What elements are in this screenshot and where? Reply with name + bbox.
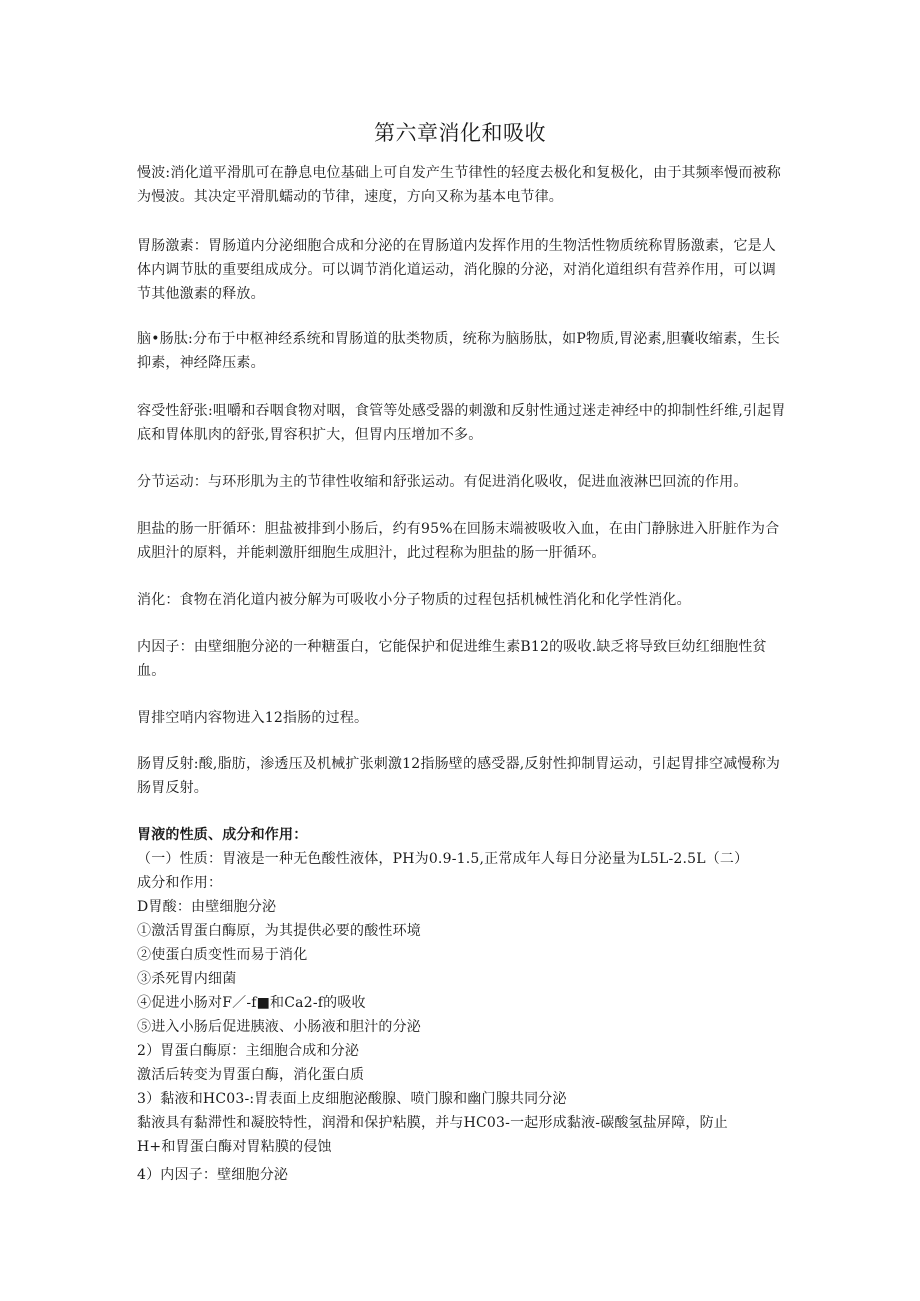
section-line: 激活后转变为胃蛋白酶，消化蛋白质 <box>137 1067 365 1083</box>
section-line: H+和胃蛋白酶对胃粘膜的侵蚀 <box>137 1139 332 1155</box>
paragraph-slow-wave: 慢波:消化道平滑肌可在静息电位基础上可自发产生节律性的轻度去极化和复极化，由于其频率慢而被称为慢波。其决定平滑肌蠕动的节律，速度，方向又称为基本电节律。 <box>137 165 781 205</box>
section-line: ①激活胃蛋白酶原，为其提供必要的酸性环境 <box>137 923 421 939</box>
paragraph-intrinsic-factor: 内因子：由壁细胞分泌的一种糖蛋白，它能保护和促进维生素B12的吸收.缺乏将导致巨幼红细胞性贫血。 <box>137 639 767 679</box>
paragraph-bile-salt-cycle: 胆盐的肠一肝循环：胆盐被排到小肠后，约有95%在回肠末端被吸收入血，在由门静脉进入肝脏作为合成胆汁的原料，并能刺激肝细胞生成胆汁，此过程称为胆盐的肠一肝循环。 <box>137 521 780 561</box>
section-heading: 胃液的性质、成分和作用： <box>137 827 308 843</box>
paragraph-segmentation: 分节运动：与环形肌为主的节律性收缩和舒张运动。有促进消化吸收，促进血液淋巴回流的作用。 <box>137 474 748 490</box>
paragraph-receptive-relaxation: 容受性舒张:咀嚼和吞咽食物对咽，食管等处感受器的刺激和反射性通过迷走神经中的抑制性纤维,引起胃底和胃体肌肉的舒张,胃容积扩大，但胃内压增加不多。 <box>137 403 786 443</box>
section-line: 黏液具有黏滞性和凝胶特性，润滑和保护粘膜，并与HC03-一起形成黏液-碳酸氢盐屏障，防止 <box>137 1115 728 1131</box>
paragraph-enterogastric-reflex: 肠胃反射:酸,脂肪，渗透压及机械扩张刺激12指肠壁的感受器,反射性抑制胃运动，引起胃排空减慢称为肠胃反射。 <box>137 756 781 796</box>
paragraph-gi-hormones: 胃肠激素：胃肠道内分泌细胞合成和分泌的在胃肠道内发挥作用的生物活性物质统称胃肠激素，它是人体内调节肽的重要组成成分。可以调节消化道运动，消化腺的分泌，对消化道组织有营养作用，可以调节其他激素的释放。 <box>137 238 776 302</box>
paragraph-brain-gut-peptide: 脑•肠肽:分布于中枢神经系统和胃肠道的肽类物质，统称为脑肠肽，如P物质,胃泌素,胆囊收缩素，生长抑素，神经降压素。 <box>137 331 780 371</box>
paragraph-digestion: 消化：食物在消化道内被分解为可吸收小分子物质的过程包括机械性消化和化学性消化。 <box>137 592 691 608</box>
section-line: 3）黏液和HC03-:胃表面上皮细胞泌酸腺、喷门腺和幽门腺共同分泌 <box>137 1091 567 1107</box>
paragraph-gastric-emptying: 胃排空哨内容物进入12指肠的过程。 <box>137 710 369 726</box>
section-line: ②使蛋白质变性而易于消化 <box>137 947 308 963</box>
section-line: 成分和作用： <box>137 875 223 891</box>
section-line: D胃酸：由壁细胞分泌 <box>137 899 277 915</box>
chapter-title: 第六章消化和吸收 <box>374 121 546 145</box>
section-line: 2）胃蛋白酶原：主细胞合成和分泌 <box>137 1043 360 1059</box>
section-line: （一）性质：胃液是一种无色酸性液体，PH为0.9-1.5,正常成年人每日分泌量为L5L-2.5L（二） <box>137 851 749 867</box>
section-line: ③杀死胃内细菌 <box>137 971 237 987</box>
section-line: 4）内因子：壁细胞分泌 <box>137 1167 289 1183</box>
section-line: ④促进小肠对F／-f■和Ca2-f的吸收 <box>137 995 366 1011</box>
section-line: ⑤进入小肠后促进胰液、小肠液和胆汁的分泌 <box>137 1019 421 1035</box>
